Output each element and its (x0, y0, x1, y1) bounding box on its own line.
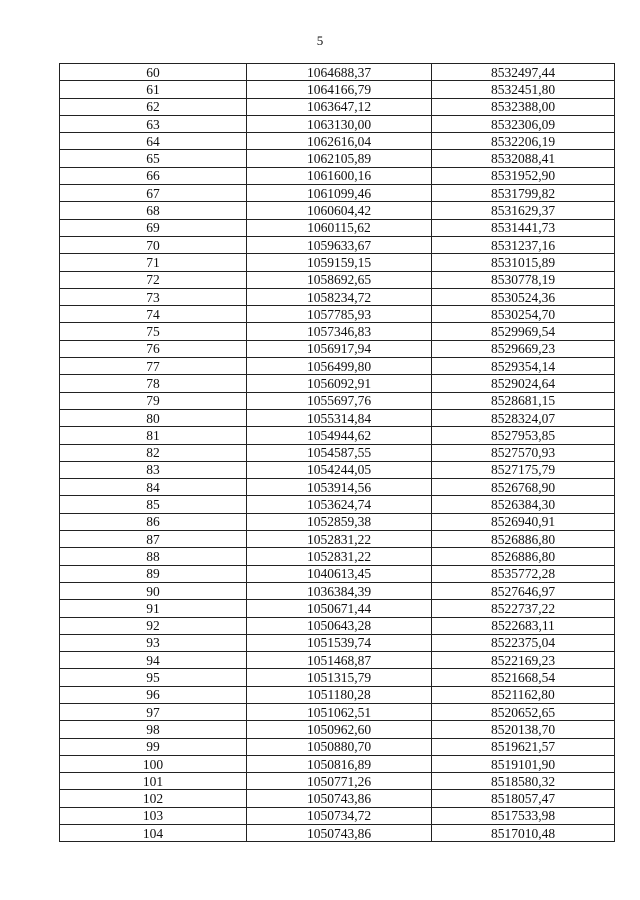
table-row (60, 738, 615, 755)
table-row (60, 617, 615, 634)
table-row (60, 773, 615, 790)
x-coordinate-cell: 1053624,74 (247, 496, 432, 513)
point-number-cell: 84 (60, 479, 247, 496)
point-number-cell: 95 (60, 669, 247, 686)
y-coordinate-cell: 8530778,19 (432, 271, 615, 288)
point-number-cell: 76 (60, 340, 247, 357)
x-coordinate-cell: 1054244,05 (247, 461, 432, 478)
y-coordinate-cell: 8532306,09 (432, 115, 615, 132)
table-row (60, 167, 615, 184)
table-row (60, 409, 615, 426)
x-coordinate-cell: 1057785,93 (247, 306, 432, 323)
y-coordinate-cell: 8527175,79 (432, 461, 615, 478)
x-coordinate-cell: 1056917,94 (247, 340, 432, 357)
x-coordinate-cell: 1050880,70 (247, 738, 432, 755)
table-row (60, 236, 615, 253)
table-row (60, 323, 615, 340)
y-coordinate-cell: 8531015,89 (432, 254, 615, 271)
table-row (60, 600, 615, 617)
point-number-cell: 69 (60, 219, 247, 236)
y-coordinate-cell: 8529024,64 (432, 375, 615, 392)
y-coordinate-cell: 8529354,14 (432, 358, 615, 375)
table-row (60, 81, 615, 98)
y-coordinate-cell: 8517533,98 (432, 807, 615, 824)
point-number-cell: 63 (60, 115, 247, 132)
y-coordinate-cell: 8522737,22 (432, 600, 615, 617)
x-coordinate-cell: 1061600,16 (247, 167, 432, 184)
table-row (60, 652, 615, 669)
table-row (60, 254, 615, 271)
x-coordinate-cell: 1056092,91 (247, 375, 432, 392)
point-number-cell: 73 (60, 288, 247, 305)
x-coordinate-cell: 1054944,62 (247, 427, 432, 444)
table-row (60, 219, 615, 236)
table-row (60, 496, 615, 513)
x-coordinate-cell: 1062105,89 (247, 150, 432, 167)
x-coordinate-cell: 1061099,46 (247, 185, 432, 202)
x-coordinate-cell: 1052831,22 (247, 548, 432, 565)
table-row (60, 790, 615, 807)
point-number-cell: 65 (60, 150, 247, 167)
point-number-cell: 61 (60, 81, 247, 98)
table-row (60, 133, 615, 150)
point-number-cell: 99 (60, 738, 247, 755)
point-number-cell: 68 (60, 202, 247, 219)
y-coordinate-cell: 8531441,73 (432, 219, 615, 236)
x-coordinate-cell: 1050743,86 (247, 825, 432, 842)
y-coordinate-cell: 8529669,23 (432, 340, 615, 357)
table-row (60, 703, 615, 720)
point-number-cell: 94 (60, 652, 247, 669)
table-row (60, 669, 615, 686)
x-coordinate-cell: 1040613,45 (247, 565, 432, 582)
table-row (60, 461, 615, 478)
point-number-cell: 66 (60, 167, 247, 184)
coordinates-table (59, 63, 615, 842)
y-coordinate-cell: 8518580,32 (432, 773, 615, 790)
y-coordinate-cell: 8522683,11 (432, 617, 615, 634)
x-coordinate-cell: 1058692,65 (247, 271, 432, 288)
coordinates-table-body (60, 64, 615, 842)
point-number-cell: 81 (60, 427, 247, 444)
x-coordinate-cell: 1050743,86 (247, 790, 432, 807)
y-coordinate-cell: 8522169,23 (432, 652, 615, 669)
y-coordinate-cell: 8527570,93 (432, 444, 615, 461)
y-coordinate-cell: 8520652,65 (432, 703, 615, 720)
point-number-cell: 96 (60, 686, 247, 703)
x-coordinate-cell: 1060604,42 (247, 202, 432, 219)
point-number-cell: 72 (60, 271, 247, 288)
point-number-cell: 74 (60, 306, 247, 323)
x-coordinate-cell: 1055314,84 (247, 409, 432, 426)
point-number-cell: 100 (60, 755, 247, 772)
x-coordinate-cell: 1054587,55 (247, 444, 432, 461)
y-coordinate-cell: 8531237,16 (432, 236, 615, 253)
point-number-cell: 77 (60, 358, 247, 375)
x-coordinate-cell: 1058234,72 (247, 288, 432, 305)
point-number-cell: 62 (60, 98, 247, 115)
y-coordinate-cell: 8528681,15 (432, 392, 615, 409)
y-coordinate-cell: 8527646,97 (432, 582, 615, 599)
x-coordinate-cell: 1051468,87 (247, 652, 432, 669)
table-row (60, 755, 615, 772)
point-number-cell: 89 (60, 565, 247, 582)
point-number-cell: 91 (60, 600, 247, 617)
table-row (60, 427, 615, 444)
y-coordinate-cell: 8519621,57 (432, 738, 615, 755)
y-coordinate-cell: 8535772,28 (432, 565, 615, 582)
x-coordinate-cell: 1050816,89 (247, 755, 432, 772)
point-number-cell: 60 (60, 64, 247, 81)
point-number-cell: 87 (60, 531, 247, 548)
x-coordinate-cell: 1064688,37 (247, 64, 432, 81)
y-coordinate-cell: 8532206,19 (432, 133, 615, 150)
y-coordinate-cell: 8531629,37 (432, 202, 615, 219)
y-coordinate-cell: 8519101,90 (432, 755, 615, 772)
y-coordinate-cell: 8526940,91 (432, 513, 615, 530)
y-coordinate-cell: 8526886,80 (432, 548, 615, 565)
point-number-cell: 78 (60, 375, 247, 392)
table-row (60, 375, 615, 392)
table-row (60, 531, 615, 548)
table-row (60, 202, 615, 219)
y-coordinate-cell: 8526384,30 (432, 496, 615, 513)
x-coordinate-cell: 1036384,39 (247, 582, 432, 599)
table-row (60, 306, 615, 323)
table-row (60, 340, 615, 357)
point-number-cell: 75 (60, 323, 247, 340)
x-coordinate-cell: 1050643,28 (247, 617, 432, 634)
table-row (60, 358, 615, 375)
point-number-cell: 92 (60, 617, 247, 634)
point-number-cell: 64 (60, 133, 247, 150)
x-coordinate-cell: 1052831,22 (247, 531, 432, 548)
x-coordinate-cell: 1051315,79 (247, 669, 432, 686)
table-row (60, 582, 615, 599)
table-row (60, 271, 615, 288)
point-number-cell: 79 (60, 392, 247, 409)
y-coordinate-cell: 8532497,44 (432, 64, 615, 81)
x-coordinate-cell: 1059159,15 (247, 254, 432, 271)
y-coordinate-cell: 8532088,41 (432, 150, 615, 167)
table-row (60, 115, 615, 132)
point-number-cell: 70 (60, 236, 247, 253)
x-coordinate-cell: 1053914,56 (247, 479, 432, 496)
x-coordinate-cell: 1050671,44 (247, 600, 432, 617)
point-number-cell: 103 (60, 807, 247, 824)
x-coordinate-cell: 1050962,60 (247, 721, 432, 738)
y-coordinate-cell: 8520138,70 (432, 721, 615, 738)
x-coordinate-cell: 1051180,28 (247, 686, 432, 703)
x-coordinate-cell: 1050734,72 (247, 807, 432, 824)
table-row (60, 444, 615, 461)
x-coordinate-cell: 1063130,00 (247, 115, 432, 132)
point-number-cell: 67 (60, 185, 247, 202)
point-number-cell: 86 (60, 513, 247, 530)
table-row (60, 686, 615, 703)
y-coordinate-cell: 8527953,85 (432, 427, 615, 444)
x-coordinate-cell: 1060115,62 (247, 219, 432, 236)
table-row (60, 150, 615, 167)
y-coordinate-cell: 8529969,54 (432, 323, 615, 340)
table-row (60, 548, 615, 565)
page-number: 5 (316, 33, 324, 48)
y-coordinate-cell: 8521668,54 (432, 669, 615, 686)
table-row (60, 185, 615, 202)
table-row (60, 721, 615, 738)
y-coordinate-cell: 8518057,47 (432, 790, 615, 807)
y-coordinate-cell: 8532388,00 (432, 98, 615, 115)
point-number-cell: 90 (60, 582, 247, 599)
point-number-cell: 102 (60, 790, 247, 807)
table-row (60, 513, 615, 530)
point-number-cell: 104 (60, 825, 247, 842)
y-coordinate-cell: 8521162,80 (432, 686, 615, 703)
point-number-cell: 88 (60, 548, 247, 565)
table-row (60, 64, 615, 81)
y-coordinate-cell: 8531799,82 (432, 185, 615, 202)
table-row (60, 565, 615, 582)
x-coordinate-cell: 1051062,51 (247, 703, 432, 720)
y-coordinate-cell: 8526768,90 (432, 479, 615, 496)
point-number-cell: 85 (60, 496, 247, 513)
point-number-cell: 101 (60, 773, 247, 790)
x-coordinate-cell: 1057346,83 (247, 323, 432, 340)
x-coordinate-cell: 1063647,12 (247, 98, 432, 115)
y-coordinate-cell: 8532451,80 (432, 81, 615, 98)
point-number-cell: 80 (60, 409, 247, 426)
x-coordinate-cell: 1051539,74 (247, 634, 432, 651)
y-coordinate-cell: 8522375,04 (432, 634, 615, 651)
y-coordinate-cell: 8530524,36 (432, 288, 615, 305)
table-row (60, 479, 615, 496)
table-row (60, 392, 615, 409)
y-coordinate-cell: 8526886,80 (432, 531, 615, 548)
table-row (60, 634, 615, 651)
x-coordinate-cell: 1050771,26 (247, 773, 432, 790)
y-coordinate-cell: 8531952,90 (432, 167, 615, 184)
table-row (60, 825, 615, 842)
x-coordinate-cell: 1064166,79 (247, 81, 432, 98)
point-number-cell: 93 (60, 634, 247, 651)
table-row (60, 807, 615, 824)
table-row (60, 288, 615, 305)
x-coordinate-cell: 1059633,67 (247, 236, 432, 253)
x-coordinate-cell: 1055697,76 (247, 392, 432, 409)
point-number-cell: 98 (60, 721, 247, 738)
x-coordinate-cell: 1062616,04 (247, 133, 432, 150)
point-number-cell: 97 (60, 703, 247, 720)
point-number-cell: 82 (60, 444, 247, 461)
y-coordinate-cell: 8528324,07 (432, 409, 615, 426)
x-coordinate-cell: 1056499,80 (247, 358, 432, 375)
point-number-cell: 83 (60, 461, 247, 478)
point-number-cell: 71 (60, 254, 247, 271)
x-coordinate-cell: 1052859,38 (247, 513, 432, 530)
y-coordinate-cell: 8530254,70 (432, 306, 615, 323)
y-coordinate-cell: 8517010,48 (432, 825, 615, 842)
table-row (60, 98, 615, 115)
